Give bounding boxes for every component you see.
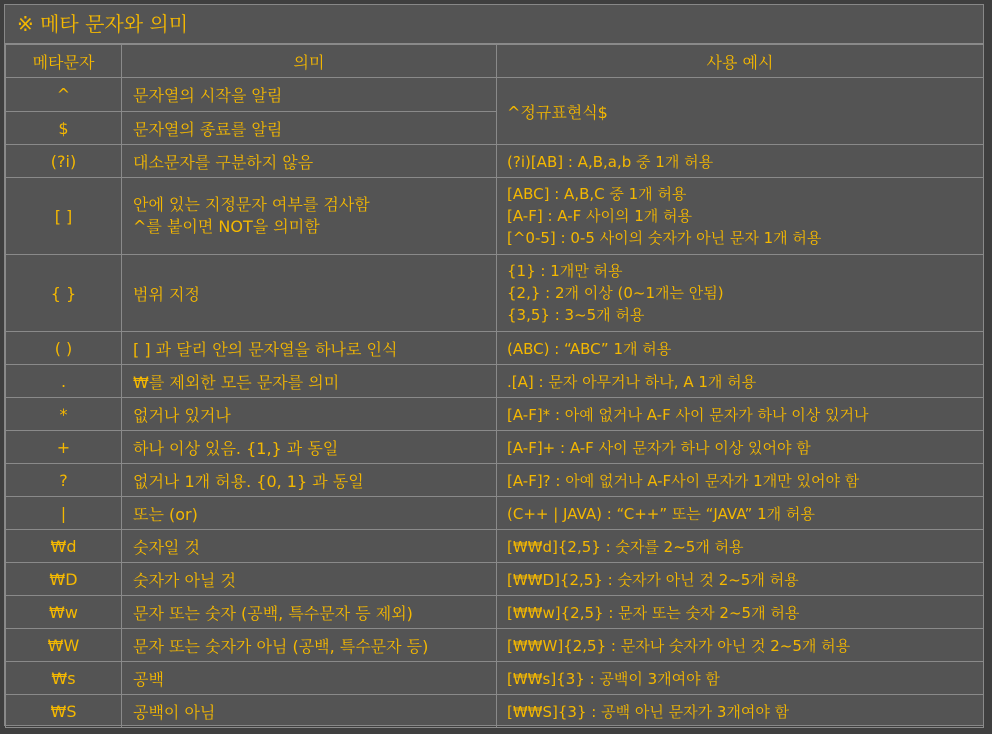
meaning-cell: 공백이 아님: [122, 695, 497, 728]
table-row: [6, 596, 984, 629]
header-meaning: 의미: [122, 45, 497, 78]
example-cell: (C++ | JAVA) : “C++” 또는 “JAVA” 1개 허용: [497, 497, 984, 530]
meta-char-table-panel: [4, 4, 984, 726]
example-cell: (?i)[AB] : A,B,a,b 중 1개 허용: [497, 145, 984, 178]
meta-cell: (?i): [6, 145, 122, 178]
header-row: [6, 45, 984, 78]
meaning-cell: 공백: [122, 662, 497, 695]
example-line: {3,5} : 3~5개 허용: [507, 306, 645, 324]
meta-cell: ?: [6, 464, 122, 497]
table-row: [6, 497, 984, 530]
meaning-cell: 대소문자를 구분하지 않음: [122, 145, 497, 178]
table-row: [6, 431, 984, 464]
table-row: [6, 695, 984, 728]
table-row: [6, 563, 984, 596]
meaning-cell: [122, 178, 497, 255]
meta-cell: *: [6, 398, 122, 431]
meta-cell: $: [6, 112, 122, 145]
table-row: [6, 629, 984, 662]
meta-cell: [ ]: [6, 178, 122, 255]
meaning-cell: 없거나 1개 허용. {0, 1} 과 동일: [122, 464, 497, 497]
table-row: [6, 530, 984, 563]
table-row: [6, 255, 984, 332]
header-example: 사용 예시: [497, 45, 984, 78]
example-line: [A-F] : A-F 사이의 1개 허용: [507, 207, 693, 225]
table-row: [6, 145, 984, 178]
example-line: [^0-5] : 0-5 사이의 숫자가 아닌 문자 1개 허용: [507, 229, 822, 247]
table-row: [6, 662, 984, 695]
meta-cell: ₩W: [6, 629, 122, 662]
example-cell: [A-F]? : 아예 없거나 A-F사이 문자가 1개만 있어야 함: [497, 464, 984, 497]
meta-cell: .: [6, 365, 122, 398]
example-cell: [₩₩w]{2,5} : 문자 또는 숫자 2~5개 허용: [497, 596, 984, 629]
meta-cell: +: [6, 431, 122, 464]
example-cell: [A-F]* : 아예 없거나 A-F 사이 문자가 하나 이상 있거나: [497, 398, 984, 431]
example-line: [ABC] : A,B,C 중 1개 허용: [507, 185, 687, 203]
meaning-cell: 숫자가 아닐 것: [122, 563, 497, 596]
table-row: [6, 332, 984, 365]
meaning-cell: 문자 또는 숫자 (공백, 특수문자 등 제외): [122, 596, 497, 629]
table-title: ※ 메타 문자와 의미: [5, 5, 983, 44]
example-cell: [A-F]+ : A-F 사이 문자가 하나 이상 있어야 함: [497, 431, 984, 464]
header-meta: 메타문자: [6, 45, 122, 78]
meaning-cell: 범위 지정: [122, 255, 497, 332]
meta-cell: { }: [6, 255, 122, 332]
example-line: {1} : 1개만 허용: [507, 262, 623, 280]
meta-char-table: [5, 44, 984, 728]
meta-cell: ( ): [6, 332, 122, 365]
meaning-cell: 하나 이상 있음. {1,} 과 동일: [122, 431, 497, 464]
example-cell: .[A] : 문자 아무거나 하나, A 1개 허용: [497, 365, 984, 398]
example-cell: [497, 178, 984, 255]
meta-cell: ^: [6, 78, 122, 112]
table-row: [6, 78, 984, 112]
meaning-cell: ₩를 제외한 모든 문자를 의미: [122, 365, 497, 398]
table-row: [6, 365, 984, 398]
meta-cell: ₩w: [6, 596, 122, 629]
meaning-cell: 없거나 있거나: [122, 398, 497, 431]
meta-cell: ₩D: [6, 563, 122, 596]
table-row: [6, 464, 984, 497]
example-cell: [₩₩d]{2,5} : 숫자를 2~5개 허용: [497, 530, 984, 563]
meta-cell: |: [6, 497, 122, 530]
meta-cell: ₩s: [6, 662, 122, 695]
example-cell: [₩₩D]{2,5} : 숫자가 아닌 것 2~5개 허용: [497, 563, 984, 596]
meaning-cell: 또는 (or): [122, 497, 497, 530]
table-row: [6, 178, 984, 255]
meaning-cell: [ ] 과 달리 안의 문자열을 하나로 인식: [122, 332, 497, 365]
meaning-cell: 문자열의 시작을 알림: [122, 78, 497, 112]
example-cell-shared: ^정규표현식$: [497, 78, 984, 145]
meaning-cell: 문자 또는 숫자가 아님 (공백, 특수문자 등): [122, 629, 497, 662]
example-cell: (ABC) : “ABC” 1개 허용: [497, 332, 984, 365]
meta-cell: ₩d: [6, 530, 122, 563]
meta-cell: ₩S: [6, 695, 122, 728]
meaning-line: 안에 있는 지정문자 여부를 검사함: [133, 195, 370, 214]
meaning-cell: 숫자일 것: [122, 530, 497, 563]
table-row: [6, 398, 984, 431]
example-cell: [₩₩s]{3} : 공백이 3개여야 함: [497, 662, 984, 695]
example-line: {2,} : 2개 이상 (0~1개는 안됨): [507, 284, 724, 302]
example-cell: [497, 255, 984, 332]
example-cell: [₩₩S]{3} : 공백 아닌 문자가 3개여야 함: [497, 695, 984, 728]
example-cell: [₩₩W]{2,5} : 문자나 숫자가 아닌 것 2~5개 허용: [497, 629, 984, 662]
meaning-line: ^를 붙이면 NOT을 의미함: [133, 217, 320, 236]
meaning-cell: 문자열의 종료를 알림: [122, 112, 497, 145]
